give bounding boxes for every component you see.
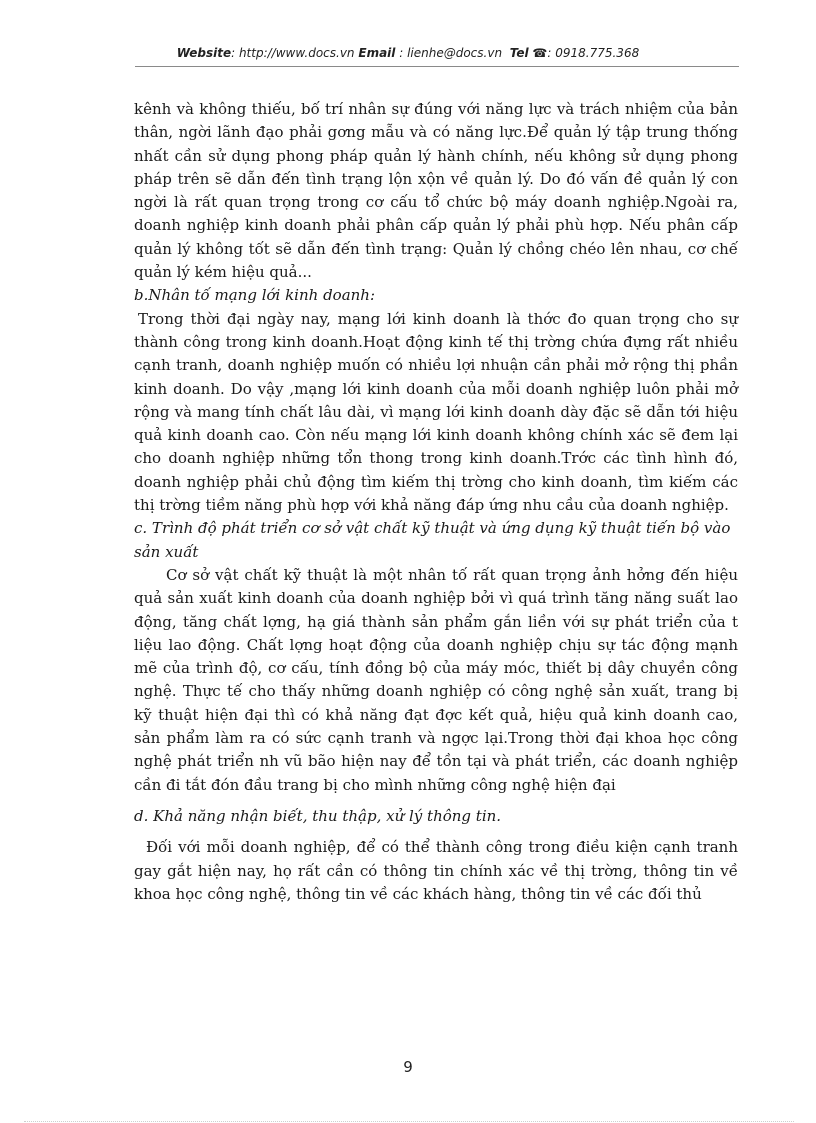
email-label: Email bbox=[358, 46, 396, 60]
heading-c: c. Trình độ phát triển cơ sở vật chất kỹ thuật và ứng dụng kỹ thuật tiến bộ vào sản xuất bbox=[134, 519, 731, 561]
paragraph-4: Đối với mỗi doanh nghiệp, để có thể thành công trong điều kiện cạnh tranh gay gắt hiện nay, họ rất cần có thông tin chính xác về thị trờng, thông tin về khoa học công nghệ, thông tin về các khách hàng, thông tin về các đối thủ bbox=[134, 838, 738, 903]
page-number: 9 bbox=[403, 1058, 413, 1076]
phone-icon: ☎ bbox=[532, 46, 548, 60]
heading-b: b.Nhân tố mạng lới kinh doanh: bbox=[134, 286, 376, 305]
page-bottom-border bbox=[24, 1121, 794, 1122]
document-body bbox=[134, 98, 738, 906]
tel-value: : 0918.775.368 bbox=[547, 46, 640, 60]
page-header bbox=[0, 46, 816, 60]
email-value: : lienhe@docs.vn bbox=[395, 46, 503, 60]
paragraph-3: Cơ sở vật chất kỹ thuật là một nhân tố rất quan trọng ảnh hởng đến hiệu quả sản xuất kinh doanh của doanh nghiệp bởi vì quá trình tăng năng suất lao động, tăng chất lợng, hạ giá thành sản phẩm gắn liền với sự phát triển của t liệu lao động. Chất lợng hoạt động của doanh nghiệp chịu sự tác động mạnh mẽ của trình độ, cơ cấu, tính đồng bộ của máy móc, thiết bị dây chuyền công nghệ. Thực tế cho thấy những doanh nghiệp có công nghệ sản xuất, trang bị kỹ thuật hiện đại thì có khả năng đạt đợc kết quả, hiệu quả kinh doanh cao, sản phẩm làm ra có sức cạnh tranh và ngợc lại.Trong thời đại khoa học công nghệ phát triển nh vũ bão hiện nay để tồn tại và phát triển, các doanh nghiệp cần đi tắt đón đầu trang bị cho mình những công nghệ hiện đại bbox=[134, 565, 738, 794]
paragraph-1: kênh và không thiếu, bố trí nhân sự đúng với năng lực và trách nhiệm của bản thân, ngời lãnh đạo phải gơng mẫu và có năng lực.Để quản lý tập trung thống nhất cần sử dụng phong pháp quản lý hành chính, nếu không sử dụng phong pháp trên sẽ dẫn đến tình trạng lộn xộn về quản lý. Do đó vấn đề quản lý con ngời là rất quan trọng trong cơ cấu tổ chức bộ máy doanh nghiệp.Ngoài ra, doanh nghiệp kinh doanh phải phân cấp quản lý phải phù hợp. Nếu phân cấp quản lý không tốt sẽ dẫn đến tình trạng: Quản lý chồng chéo lên nhau, cơ chế quản lý kém hiệu quả... bbox=[134, 100, 738, 282]
website-value: : http://www.docs.vn bbox=[231, 46, 355, 60]
paragraph-2: Trong thời đại ngày nay, mạng lới kinh doanh là thớc đo quan trọng cho sự thành công trong kinh doanh.Hoạt động kinh tế thị trờng chứa đựng rất nhiều cạnh tranh, doanh nghiệp muốn có nhiều lợi nhuận cần phải mở rộng thị phần kinh doanh. Do vậy ,mạng lới kinh doanh của mỗi doanh nghiệp luôn phải mở rộng và mang tính chất lâu dài, vì mạng lới kinh doanh dày đặc sẽ dẫn tới hiệu quả kinh doanh cao. Còn nếu mạng lới kinh doanh không chính xác sẽ đem lại cho doanh nghiệp những tổn thong trong kinh doanh.Trớc các tình hình đó, doanh nghiệp phải chủ động tìm kiếm thị trờng cho kinh doanh, tìm kiếm các thị trờng tiềm năng phù hợp với khả năng đáp ứng nhu cầu của doanh nghiệp. bbox=[134, 309, 738, 515]
heading-d: d. Khả năng nhận biết, thu thập, xử lý thông tin. bbox=[134, 806, 502, 825]
header-divider bbox=[135, 66, 739, 67]
tel-label: Tel bbox=[509, 46, 529, 60]
website-label: Website bbox=[176, 46, 232, 60]
